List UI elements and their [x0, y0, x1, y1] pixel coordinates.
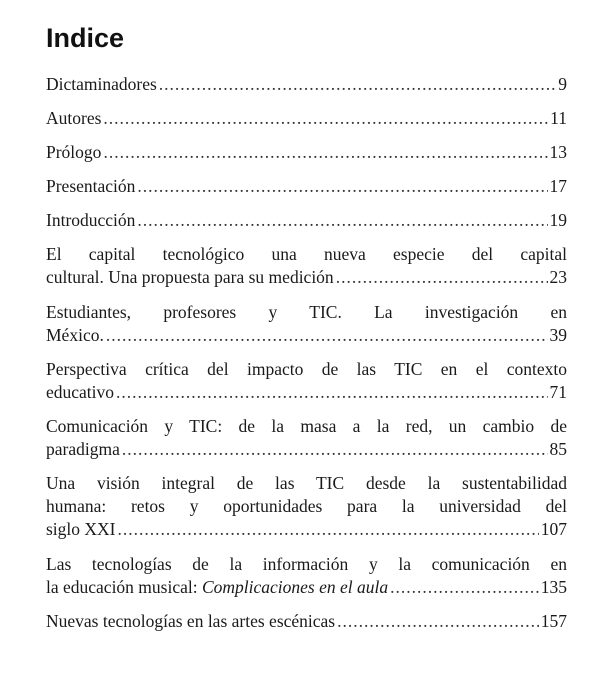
- toc-entry-title: Nuevas tecnologías en las artes escénicas: [46, 611, 336, 631]
- dot-leader: [337, 610, 539, 633]
- dot-leader: [116, 381, 547, 404]
- toc-entry-title: Presentación: [46, 176, 136, 196]
- toc-entry-title: México.: [46, 325, 104, 345]
- toc-entry-title-line: Perspectiva crítica del impacto de las TIC en el contexto: [46, 359, 567, 379]
- toc-entry-capital-tecnologico[interactable]: [46, 243, 567, 289]
- toc-entry-perspectiva-critica[interactable]: [46, 358, 567, 404]
- toc-entry-title-line: Comunicación y TIC: de la masa a la red, un cambio de: [46, 416, 567, 436]
- dot-leader: [137, 175, 547, 198]
- toc-entry-title: educativo: [46, 382, 115, 402]
- dot-leader: [106, 324, 548, 347]
- toc-entry-title: paradigma: [46, 439, 120, 459]
- toc-page-number: 17: [549, 176, 567, 196]
- toc-entry-title-plain: la educación musical:: [46, 577, 198, 597]
- toc-entry-title-italic: Complicaciones en el aula: [201, 577, 389, 597]
- toc-entry-title: Dictaminadores: [46, 74, 157, 94]
- toc-page-number: 71: [549, 382, 567, 402]
- toc-entry-tecnologias-informacion[interactable]: [46, 553, 567, 599]
- toc-entry-title-line: Una visión integral de las TIC desde la sustentabilidad: [46, 473, 567, 493]
- toc-entry-comunicacion-tic[interactable]: [46, 415, 567, 461]
- toc-entry-title-line: humana: retos y oportunidades para la universidad del: [46, 496, 567, 516]
- dot-leader: [103, 141, 547, 164]
- toc-entry-presentacion[interactable]: [46, 175, 567, 198]
- toc-entry-dictaminadores[interactable]: [46, 73, 567, 96]
- toc-page-number: 9: [558, 74, 567, 94]
- toc-entry-title-line: Las tecnologías de la información y la comunicación en: [46, 554, 567, 574]
- page-title: Indice: [46, 23, 125, 53]
- toc-entry-title-line: Estudiantes, profesores y TIC. La investigación en: [46, 302, 567, 322]
- toc-entry-vision-integral[interactable]: [46, 472, 567, 541]
- dot-leader: [336, 266, 548, 289]
- toc-entry-title: Autores: [46, 108, 102, 128]
- dot-leader: [137, 209, 547, 232]
- toc-entry-estudiantes-profesores[interactable]: [46, 301, 567, 347]
- toc-entry-title: [46, 576, 388, 599]
- toc-page-number: 107: [540, 519, 567, 539]
- toc-entry-title: Prólogo: [46, 142, 102, 162]
- toc-page-number: 85: [549, 439, 567, 459]
- dot-leader: [122, 438, 548, 461]
- toc-entry-title-line: El capital tecnológico una nueva especie del capital: [46, 244, 567, 264]
- toc-entry-prologo[interactable]: [46, 141, 567, 164]
- toc-entry-title: Introducción: [46, 210, 136, 230]
- dot-leader: [159, 73, 556, 96]
- toc-page-number: 39: [549, 325, 567, 345]
- toc-page-number: 23: [549, 267, 567, 287]
- toc-page-number: 13: [549, 142, 567, 162]
- toc-page-number: 135: [540, 577, 567, 597]
- dot-leader: [390, 576, 539, 599]
- toc-entry-autores[interactable]: [46, 107, 567, 130]
- toc-entry-introduccion[interactable]: [46, 209, 567, 232]
- dot-leader: [118, 518, 539, 541]
- toc-entry-title: cultural. Una propuesta para su medición: [46, 267, 334, 287]
- toc-page-number: 157: [540, 611, 567, 631]
- dot-leader: [103, 107, 548, 130]
- toc-page-number: 19: [549, 210, 567, 230]
- toc-entry-nuevas-tecnologias[interactable]: [46, 610, 567, 633]
- toc-page-number: 11: [550, 108, 567, 128]
- toc-entry-title: siglo XXI: [46, 519, 116, 539]
